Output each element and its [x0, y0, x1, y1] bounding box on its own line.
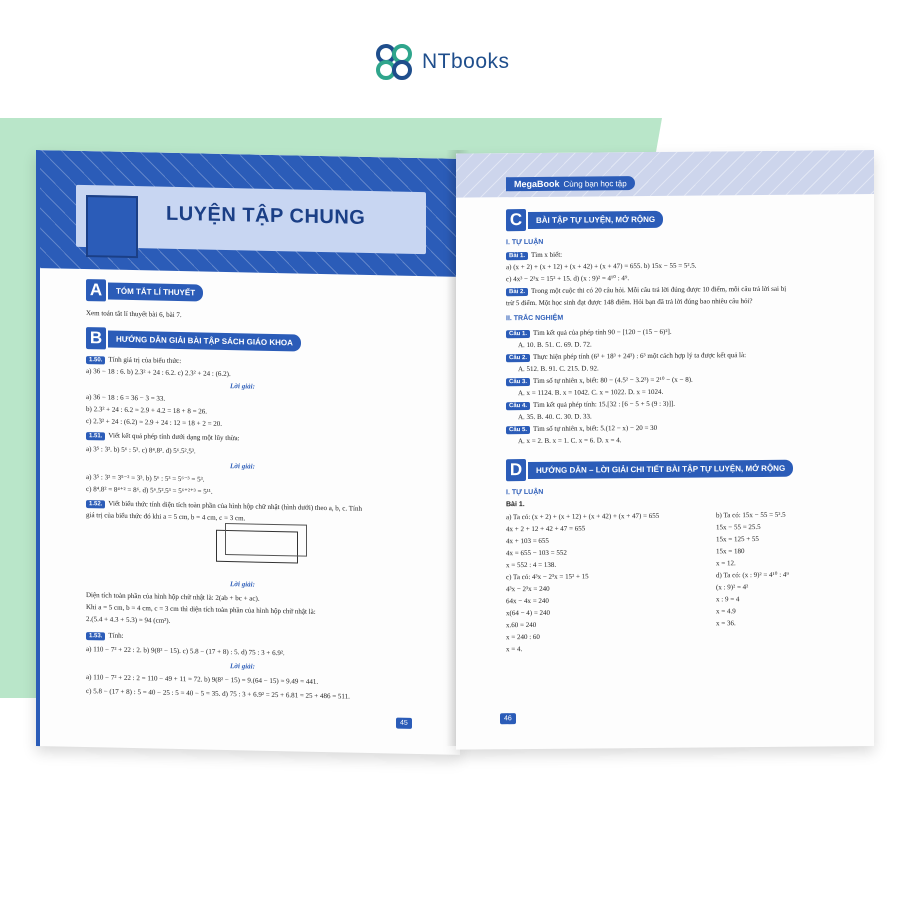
solution-label: Lời giải: [230, 382, 255, 391]
solution-line: 4x + 2 + 12 + 42 + 47 = 655 [506, 524, 586, 534]
question-text: Tìm số tự nhiên x, biết: 80 − (4.5² − 3.2³) = 2¹⁰ − (x − 8). [533, 375, 693, 385]
brand-name: MegaBook [514, 178, 560, 190]
answer-options: A. 512. B. 91. C. 215. D. 92. [518, 364, 599, 374]
left-page-header [40, 150, 460, 277]
section-d-label: HƯỚNG DẪN – LỜI GIẢI CHI TIẾT BÀI TẬP TỰ LUYỆN, MỞ RỘNG [528, 459, 793, 478]
question-tag: Câu 2. [506, 354, 530, 362]
ntbooks-logo [372, 40, 510, 84]
exercise-line [86, 631, 124, 641]
solution-line: a) 110 − 7² + 22 : 2 = 110 − 49 + 11 = 72. b) 9(8² − 15) = 9.(64 − 15) = 9.49 = 441. [86, 673, 319, 686]
question-tag: Câu 1. [506, 330, 530, 338]
solution-line: x = 552 : 4 = 138. [506, 560, 557, 570]
exercise-tag: 1.53. [86, 632, 105, 640]
question-text: Thực hiện phép tính (6³ + 18³ + 24³) : 6³ một cách hợp lý ta được kết quả là: [533, 351, 747, 361]
question-line [506, 351, 746, 362]
exercise-line [506, 251, 562, 260]
section-a-header [86, 279, 203, 303]
solution-line: x.60 = 240 [506, 620, 537, 630]
solution-label: Lời giải: [230, 580, 255, 589]
exercise-tag: 1.51. [86, 432, 105, 440]
megabook-brand [506, 176, 635, 191]
section-d-letter: D [506, 459, 526, 481]
exercise-line: c) 4x³ − 2³x = 15² + 15. d) (x : 9)² = 4¹⁰ : 4⁹. [506, 274, 630, 284]
solution-line: b) Ta có: 15x − 55 = 5².5 [716, 510, 786, 520]
exercise-tag: Bài 2. [506, 288, 528, 296]
section-c-label: BÀI TẬP TỰ LUYỆN, MỞ RỘNG [528, 210, 663, 228]
exercise-line [506, 285, 786, 296]
solution-line: 4³x − 2³x = 240 [506, 584, 550, 594]
solution-line: x = 4.9 [716, 607, 736, 616]
solution-line: x = 240 : 60 [506, 632, 540, 642]
exercise-line [86, 431, 240, 443]
solution-line: 2.(5.4 + 4.3 + 5.3) = 94 (cm²). [86, 615, 171, 625]
solution-line: Khi a = 5 cm, b = 4 cm, c = 3 cm thì diện tích toàn phần của hình hộp chữ nhật là: [86, 603, 316, 616]
brand-tagline: Cùng bạn học tập [563, 178, 627, 189]
solution-line: a) 36 − 18 : 6 = 36 − 3 = 33. [86, 393, 166, 403]
exercise-line: a) 36 − 18 : 6. b) 2.3² + 24 : 6.2. c) 2.3² + 24 : (6.2). [86, 367, 231, 379]
solution-line: Diện tích toàn phần của hình hộp chữ nhật là: 2(ab + bc + ac). [86, 591, 260, 603]
subheading-tu-luan: I. TỰ LUẬN [506, 238, 544, 247]
exercise-text: Tính giá trị của biểu thức: [108, 355, 182, 366]
solution-line: c) 8⁴.8² = 8⁴⁺² = 8⁶. d) 5⁶.5².5³ = 5⁶⁺²⁺³ = 5¹¹. [86, 485, 213, 496]
exercise-text: Trong một cuộc thi có 20 câu hỏi. Mỗi câu trả lời đúng được 10 điểm, mỗi câu trả lời sai bị [531, 284, 787, 295]
solution-line: b) 2.3² + 24 : 6.2 = 2.9 + 4.2 = 18 + 8 = 26. [86, 405, 208, 416]
exercise-line [86, 355, 181, 366]
page-title: LUYỆN TẬP CHUNG [166, 202, 366, 229]
answer-options: A. 35. B. 40. C. 30. D. 33. [518, 412, 592, 422]
question-line [506, 424, 657, 434]
solution-line: 15x − 55 = 25.5 [716, 522, 761, 532]
right-page-header [456, 150, 874, 198]
logo-text: NTbooks [422, 50, 510, 73]
exercise-text: Viết kết quả phép tính dưới dạng một lũy thừa: [108, 431, 240, 443]
question-tag: Câu 3. [506, 378, 530, 386]
exercise-tag: 1.52. [86, 500, 105, 508]
solution-line: d) Ta có: (x : 9)² = 4¹⁰ : 4⁹ [716, 570, 789, 580]
solution-line: 64x − 4x = 240 [506, 596, 549, 606]
exercise-line: a) 110 − 7² + 22 : 2. b) 9(8² − 15). c) 5.8 − (17 + 8) : 5. d) 75 : 3 + 6.9². [86, 645, 285, 658]
solution-line: x : 9 = 4 [716, 595, 740, 604]
section-c-letter: C [506, 209, 526, 231]
exercise-tag: 1.50. [86, 356, 105, 364]
solution-line: 15x = 180 [716, 547, 745, 556]
solution-line: 4x + 103 = 655 [506, 536, 549, 546]
exercise-line: a) 3⁵ : 3². b) 5⁶ : 5³. c) 8⁴.8². d) 5⁶.5².5³. [86, 445, 196, 456]
section-b-header [86, 327, 301, 354]
page-number-left: 45 [396, 718, 412, 729]
solution-line: (x : 9)² = 4² [716, 583, 749, 592]
solution-line: 4x = 655 − 103 = 552 [506, 548, 567, 558]
solution-label: Lời giải: [230, 662, 255, 671]
question-line [506, 376, 693, 387]
subheading-d-tu-luan: I. TỰ LUẬN [506, 488, 544, 497]
exercise-line: a) (x + 2) + (x + 12) + (x + 42) + (x + 47) = 655. b) 15x − 55 = 5².5. [506, 261, 697, 272]
section-a-letter: A [86, 279, 106, 301]
exercise-text: Tính: [108, 631, 124, 640]
section-b-label: HƯỚNG DẪN GIẢI BÀI TẬP SÁCH GIÁO KHOA [108, 330, 301, 351]
question-text: Tìm số tự nhiên x, biết: 5.(12 − x) − 20 = 30 [533, 423, 658, 433]
solution-line: c) Ta có: 4³x − 2³x = 15² + 15 [506, 572, 589, 582]
section-b-letter: B [86, 327, 106, 349]
solution-line: x = 36. [716, 619, 736, 628]
exercise-line: giá trị của biểu thức đó khi a = 5 cm, b = 4 cm, c = 3 cm. [86, 511, 246, 523]
question-line [506, 400, 675, 410]
solution-line: x = 12. [716, 559, 736, 568]
exercise-text: Tìm x biết: [531, 250, 563, 259]
section-a-text: Xem toán tắt lí thuyết bài 6, bài 7. [86, 309, 182, 320]
bai-1-label: Bài 1. [506, 501, 525, 509]
solution-line: x(64 − 4) = 240 [506, 608, 551, 618]
question-tag: Câu 5. [506, 426, 530, 434]
answer-options: A. 10. B. 51. C. 69. D. 72. [518, 340, 592, 350]
solution-line: 15x = 125 + 55 [716, 535, 759, 544]
section-a-label: TÓM TẮT LÍ THUYẾT [108, 282, 203, 301]
page-number-right: 46 [500, 713, 516, 724]
question-line [506, 328, 672, 338]
right-page [456, 150, 874, 750]
subheading-trac-nghiem: II. TRẮC NGHIỆM [506, 314, 564, 323]
answer-options: A. x = 1124. B. x = 1042. C. x = 1022. D. x = 1024. [518, 387, 664, 398]
exercise-line: trừ 5 điểm. Một học sinh đạt được 148 điểm. Hỏi bạn đã trả lời đúng bao nhiêu câu hỏi? [506, 297, 753, 308]
open-book [36, 150, 874, 746]
solution-line: a) 3⁵ : 3² = 3⁵⁻² = 3³. b) 5⁶ : 5³ = 5⁶⁻³ = 5³. [86, 473, 205, 484]
question-tag: Câu 4. [506, 402, 530, 410]
ntbooks-logo-icon [372, 40, 416, 84]
title-block-decoration [86, 195, 138, 258]
section-d-header [506, 457, 793, 482]
exercise-tag: Bài 1. [506, 252, 528, 260]
question-text: Tìm kết quả của phép tính 90 − [120 − (15 − 6)²]. [533, 327, 672, 337]
left-page [36, 150, 460, 755]
exercise-text: Viết biểu thức tính diện tích toàn phần của hình hộp chữ nhật (hình dưới) theo a, b, c. Tính [108, 499, 363, 513]
solution-line: x = 4. [506, 645, 523, 654]
solution-line: c) 5.8 − (17 + 8) : 5 = 40 − 25 : 5 = 40 − 5 = 35. d) 75 : 3 + 6.9² = 25 + 6.81 = 25 + 486 = 511. [86, 687, 350, 701]
answer-options: A. x = 2. B. x = 1. C. x = 6. D. x = 4. [518, 436, 622, 446]
solution-label: Lời giải: [230, 462, 255, 471]
solution-line: c) 2.3² + 24 : (6.2) = 2.9 + 24 : 12 = 18 + 2 = 20. [86, 417, 223, 428]
solution-line: a) Ta có: (x + 2) + (x + 12) + (x + 42) + (x + 47) = 655 [506, 511, 660, 522]
section-c-header [506, 208, 663, 231]
question-text: Tìm kết quả phép tính: 15.[32 : [6 − 5 + 5 (9 : 3)]]. [533, 399, 676, 409]
rectangular-box-figure [216, 530, 298, 564]
